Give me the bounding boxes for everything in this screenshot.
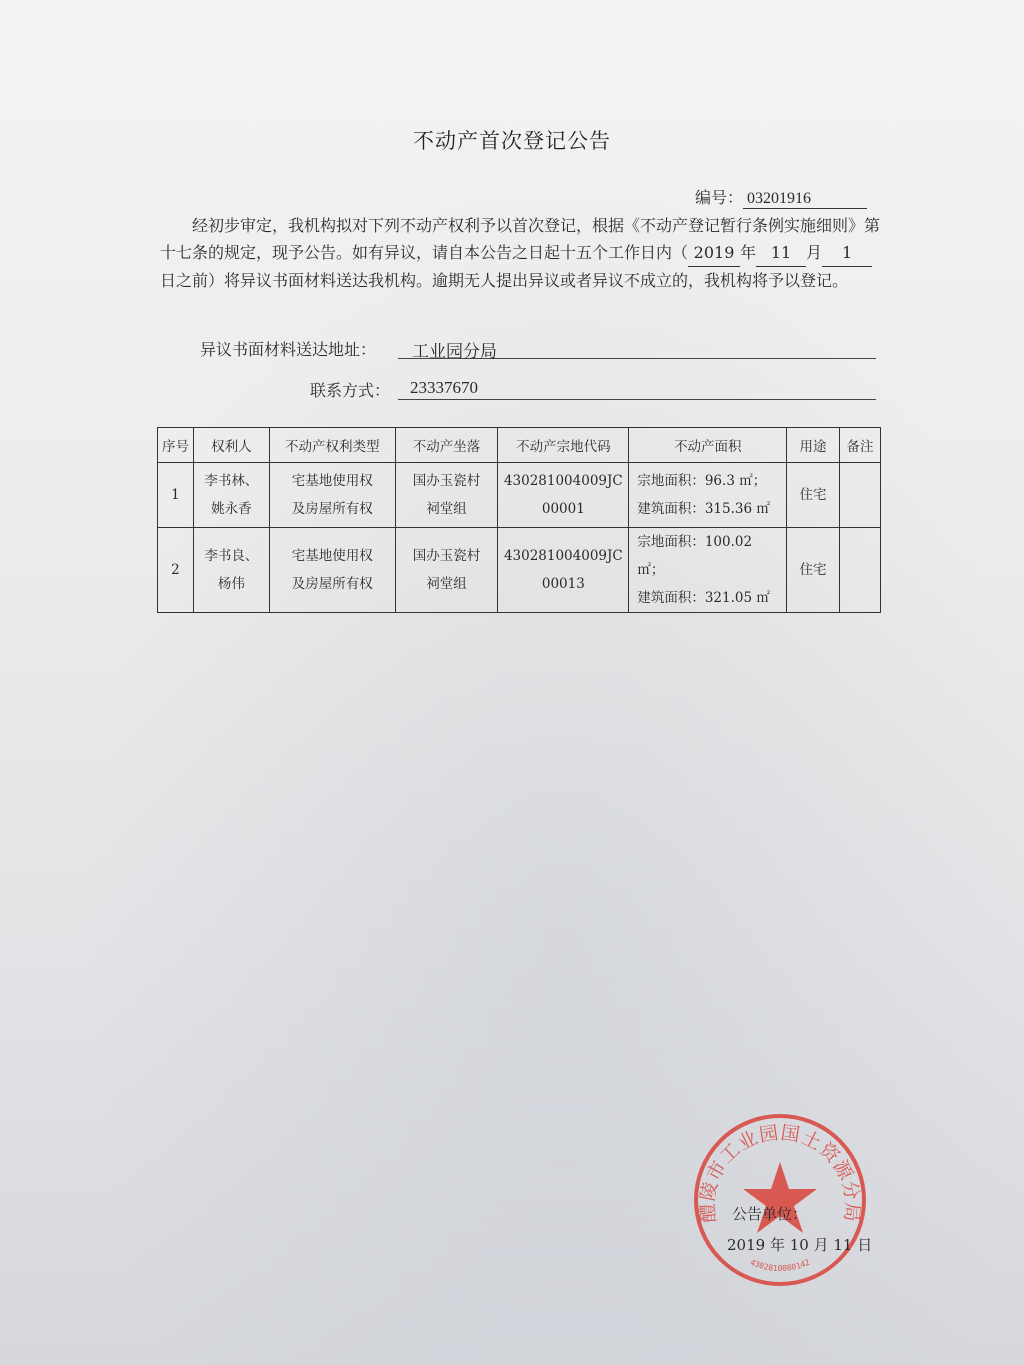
type-line: 及房屋所有权 xyxy=(291,501,373,517)
announcement-date: 2019 年 10 月 11 日 xyxy=(727,1236,873,1254)
area-line: 建筑面积：315.36 ㎡ xyxy=(637,501,770,517)
holder-line: 李书良、 xyxy=(204,548,259,564)
area-line: 建筑面积：321.05 ㎡ xyxy=(637,590,770,606)
header-right-type: 不动产权利类型 xyxy=(269,428,395,463)
type-line: 宅基地使用权 xyxy=(291,548,373,564)
type-line: 及房屋所有权 xyxy=(291,576,373,592)
deadline-year: 2019 xyxy=(688,239,740,267)
header-note: 备注 xyxy=(840,428,881,463)
paragraph-part2: 日之前）将异议书面材料送达我机构。逾期无人提出异议或者异议不成立的，我机构将予以登记。 xyxy=(160,271,849,290)
cell-holder xyxy=(193,528,269,613)
seal-code: 4302810080142 xyxy=(748,1257,812,1274)
holder-line: 姚永香 xyxy=(211,501,252,517)
header-holder: 权利人 xyxy=(193,428,269,463)
seal-text: 醴陵市工业园国土资源分局 xyxy=(696,1121,864,1224)
location-line: 国办玉瓷村 xyxy=(412,473,481,489)
contact-label: 联系方式： xyxy=(310,381,391,400)
official-seal xyxy=(690,1110,873,1290)
contact-value: 23337670 xyxy=(410,378,478,397)
cell-use: 住宅 xyxy=(787,463,840,528)
cell-area xyxy=(629,528,787,613)
announcing-unit-label: 公告单位： xyxy=(732,1205,808,1223)
document-number xyxy=(695,185,867,209)
number-label: 编号： xyxy=(695,188,744,207)
cell-location xyxy=(395,528,498,613)
type-line: 宅基地使用权 xyxy=(291,473,373,489)
code-line: 430281004009JC xyxy=(503,473,623,489)
code-line: 430281004009JC xyxy=(503,548,623,564)
code-line: 00001 xyxy=(541,501,585,517)
table-header-row xyxy=(158,428,881,463)
cell-right-type xyxy=(269,528,395,613)
cell-no: 1 xyxy=(158,463,194,528)
cell-use: 住宅 xyxy=(787,528,840,613)
cell-holder xyxy=(193,463,269,528)
header-no: 序号 xyxy=(158,428,194,463)
table-row xyxy=(158,463,881,528)
paragraph-part1: 经初步审定，我机构拟对下列不动产权利予以首次登记，根据《不动产登记暂行条例实施细则》第十七条的规定，现予公告。如有异议，请自本公告之日起十五个工作日内（ xyxy=(160,216,881,262)
cell-area xyxy=(629,463,787,528)
location-line: 祠堂组 xyxy=(426,501,467,517)
header-parcel-code: 不动产宗地代码 xyxy=(498,428,629,463)
cell-location xyxy=(395,463,498,528)
cell-parcel-code xyxy=(498,528,629,613)
location-line: 国办玉瓷村 xyxy=(412,548,481,564)
contact-field xyxy=(310,378,880,402)
cell-note xyxy=(840,528,881,613)
cell-right-type xyxy=(269,463,395,528)
registration-table xyxy=(157,427,881,613)
address-field xyxy=(200,337,880,361)
document-title: 不动产首次登记公告 xyxy=(413,129,611,153)
cell-no: 2 xyxy=(158,528,194,613)
number-value: 03201916 xyxy=(743,190,867,209)
cell-parcel-code xyxy=(498,463,629,528)
table-row xyxy=(158,528,881,613)
deadline-day: 1 xyxy=(822,239,872,267)
header-use: 用途 xyxy=(787,428,840,463)
year-char: 年 xyxy=(740,243,757,262)
deadline-month: 11 xyxy=(756,239,806,267)
area-line: 宗地面积：96.3 ㎡； xyxy=(637,473,767,489)
location-line: 祠堂组 xyxy=(426,576,467,592)
area-line: 宗地面积：100.02 ㎡； xyxy=(637,534,753,578)
address-value: 工业园分局 xyxy=(412,342,497,361)
cell-note xyxy=(840,463,881,528)
month-char: 月 xyxy=(806,243,823,262)
holder-line: 杨伟 xyxy=(217,576,245,592)
holder-line: 李书林、 xyxy=(204,473,259,489)
header-area: 不动产面积 xyxy=(629,428,787,463)
code-line: 00013 xyxy=(541,576,585,592)
address-label: 异议书面材料送达地址： xyxy=(200,340,377,359)
announcement-paragraph xyxy=(160,212,880,294)
header-location: 不动产坐落 xyxy=(395,428,498,463)
